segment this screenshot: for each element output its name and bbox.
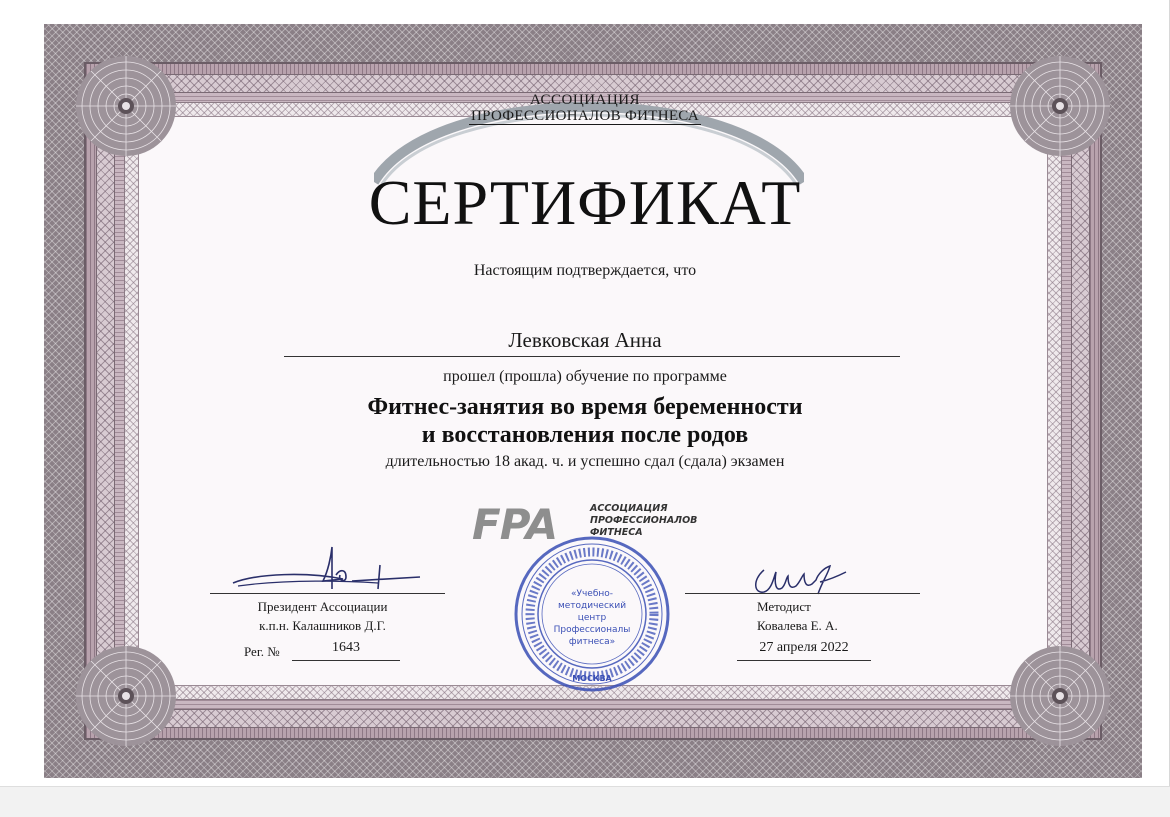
registration-number: 1643 (292, 640, 400, 661)
president-position: Президент Ассоциации (257, 599, 388, 614)
fpa-logo-text-line3: ФИТНЕСА (590, 527, 643, 538)
recipient-name: Левковская Анна (508, 328, 662, 352)
fpa-logo-text-line2: ПРОФЕССИОНАЛОВ (590, 515, 698, 526)
association-name-line2 (0, 108, 1170, 125)
certificate-title: СЕРТИФИКАТ (368, 167, 802, 238)
recipient-name-underline (284, 356, 900, 357)
association-name-line1: АССОЦИАЦИЯ (529, 92, 641, 108)
president-name: к.п.н. Калашников Д.Г. (259, 618, 386, 633)
duration-text: длительностью 18 акад. ч. и успешно сдал (сдала) экзамен (385, 453, 785, 470)
stamp-line2: методический (557, 601, 627, 611)
methodist-name: Ковалева Е. А. (757, 618, 838, 633)
viewer-bottom-strip (0, 786, 1170, 817)
stamp-line4: Профессионалы (553, 625, 631, 635)
methodist-signature-line (685, 593, 920, 594)
completed-text: прошел (прошла) обучение по программе (443, 368, 727, 385)
methodist-signature (750, 560, 870, 600)
program-title-line1: Фитнес-занятия во время беременности (367, 394, 803, 420)
president-signature-line (210, 593, 445, 594)
program-title-line2: и восстановления после родов (421, 422, 749, 448)
president-signature (228, 545, 428, 595)
official-stamp (512, 534, 672, 694)
corner-rosette-icon (74, 644, 178, 748)
corner-rosette-icon (1008, 644, 1112, 748)
issue-date: 27 апреля 2022 (737, 640, 871, 661)
confirm-text: Настоящим подтверждается, что (473, 262, 697, 279)
stamp-city: МОСКВА (572, 674, 612, 683)
registration-label: Рег. № (244, 644, 280, 659)
stamp-line1: «Учебно- (570, 589, 614, 599)
association-name-line2-text: ПРОФЕССИОНАЛОВ ФИТНЕСА (470, 108, 700, 124)
fpa-logo-mark: FPA (472, 500, 558, 549)
stamp-line5: фитнеса» (568, 637, 616, 647)
fpa-logo-text-line1: АССОЦИАЦИЯ (590, 503, 668, 514)
stamp-line3: центр (577, 613, 607, 623)
methodist-position: Методист (757, 599, 811, 614)
